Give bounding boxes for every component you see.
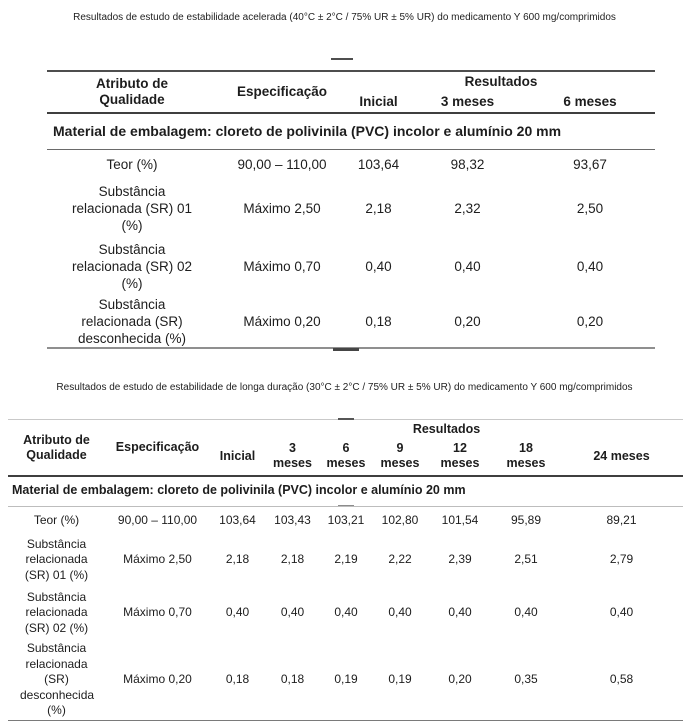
result-cell: 2,51 [514, 552, 538, 567]
artifact-dash [338, 418, 354, 420]
attribute-cell: Substância relacionada (SR) 02 (%) [24, 589, 89, 635]
result-cell: 0,40 [514, 605, 538, 620]
specification-cell: 90,00 – 110,00 [237, 157, 327, 173]
longterm-table-region [8, 419, 683, 721]
result-cell: 2,22 [388, 552, 412, 567]
result-cell: 0,40 [448, 605, 472, 620]
result-cell: 2,50 [576, 201, 604, 216]
table-row [8, 534, 683, 586]
specification-cell: Máximo 0,20 [123, 672, 192, 686]
study-title-accelerated: Resultados de estudo de estabilidade acelerada (40°C ± 2°C / 75% UR ± 5% UR) do medicamento Y 600 mg/comprimidos [73, 12, 616, 23]
col-header-specification: Especificação [105, 420, 210, 477]
result-cell: 103,21 [327, 512, 365, 527]
col-header-specification: Especificação [217, 71, 347, 113]
table-row [8, 506, 683, 534]
table-row [47, 296, 655, 348]
accelerated-table-region [47, 70, 655, 349]
result-cell: 93,67 [573, 157, 607, 173]
result-cell: 0,18 [365, 313, 392, 329]
specification-cell: Máximo 2,50 [123, 552, 192, 567]
result-cell: 89,21 [606, 512, 637, 527]
result-cell: 102,80 [381, 512, 419, 527]
result-cell: 0,19 [334, 672, 358, 686]
result-cell: 2,18 [280, 552, 305, 567]
study-title-longterm: Resultados de estudo de estabilidade de longa duração (30°C ± 2°C / 75% UR ± 5% UR) do medicamento Y 600 mg/comprimidos [56, 382, 633, 393]
result-cell: 103,64 [219, 512, 256, 527]
specification-cell: Máximo 2,50 [243, 201, 321, 216]
attribute-cell: Substância relacionada (SR) 02 (%) [71, 242, 193, 291]
packaging-material-text: Material de embalagem: cloreto de polivinila (PVC) incolor e alumínio 20 mm [12, 483, 466, 497]
specification-cell: Máximo 0,20 [243, 313, 321, 329]
table-row [8, 586, 683, 640]
result-cell: 0,40 [576, 259, 604, 274]
table-row [47, 150, 655, 180]
result-cell: 2,79 [609, 552, 634, 567]
packaging-material-row [8, 476, 683, 506]
attribute-cell: Substância relacionada (SR) 01 (%) [24, 536, 89, 582]
specification-cell: 90,00 – 110,00 [117, 512, 198, 527]
col-header-timepoint-inicial: Inicial [210, 439, 265, 476]
col-header-timepoint-24m: 24 meses [560, 439, 683, 476]
result-cell: 0,40 [280, 605, 305, 620]
result-cell: 0,40 [609, 605, 634, 620]
col-header-timepoint-6m: 6 meses [525, 92, 655, 113]
attribute-cell: Substância relacionada (SR) desconhecida (%) [77, 296, 187, 346]
specification-cell: Máximo 0,70 [243, 259, 321, 274]
result-cell: 0,18 [225, 672, 250, 686]
artifact-dash [338, 505, 354, 507]
attribute-cell: Substância relacionada (SR) 01 (%) [71, 184, 193, 233]
result-cell: 0,40 [388, 605, 412, 620]
result-cell: 0,18 [280, 672, 305, 686]
result-cell: 101,54 [441, 512, 479, 527]
attribute-cell: Substância relacionada (SR) desconhecida (%) [20, 641, 95, 717]
result-cell: 0,19 [388, 672, 412, 686]
table-row [47, 238, 655, 296]
packaging-material-row [47, 113, 655, 150]
result-cell: 0,20 [454, 313, 481, 329]
attribute-cell: Teor (%) [33, 512, 80, 527]
stability-table-longterm [8, 419, 683, 721]
result-cell: 2,18 [225, 552, 250, 567]
col-header-timepoint-6m: 6 meses [320, 439, 372, 476]
table-row [8, 640, 683, 720]
result-cell: 0,20 [448, 672, 472, 686]
result-cell: 0,40 [454, 259, 481, 274]
col-header-timepoint-inicial: Inicial [347, 92, 410, 113]
result-cell: 0,35 [514, 672, 538, 686]
result-cell: 2,18 [365, 201, 392, 216]
specification-cell: Máximo 0,70 [123, 605, 192, 620]
artifact-dash [331, 58, 353, 60]
result-cell: 103,43 [274, 512, 311, 527]
col-header-attribute: Atributo de Qualidade [47, 71, 217, 113]
col-header-timepoint-3m: 3 meses [265, 439, 320, 476]
result-cell: 2,19 [334, 552, 358, 567]
col-header-timepoint-3m: 3 meses [410, 92, 525, 113]
result-cell: 0,58 [609, 672, 634, 686]
col-header-timepoint-9m: 9 meses [372, 439, 428, 476]
table-row [47, 180, 655, 238]
col-header-results: Resultados [412, 422, 481, 436]
col-header-attribute: Atributo de Qualidade [8, 420, 105, 477]
result-cell: 0,20 [576, 313, 604, 329]
col-header-results: Resultados [464, 74, 538, 89]
result-cell: 98,32 [450, 157, 485, 173]
packaging-material-label: Material de embalagem: cloreto de polivinila (PVC) incolor e alumínio 20 mm [47, 113, 655, 150]
packaging-material-label [8, 476, 683, 506]
result-cell: 103,64 [357, 157, 400, 173]
col-header-timepoint-18m: 18 meses [492, 439, 560, 476]
result-cell: 2,39 [448, 552, 472, 567]
result-cell: 2,32 [454, 201, 481, 216]
result-cell: 0,40 [365, 259, 392, 274]
artifact-dash [333, 348, 359, 351]
stability-table-accelerated [47, 70, 655, 349]
result-cell: 0,40 [334, 605, 358, 620]
result-cell: 95,89 [510, 512, 542, 527]
result-cell: 0,40 [225, 605, 250, 620]
col-header-timepoint-12m: 12 meses [428, 439, 492, 476]
attribute-cell: Teor (%) [106, 157, 158, 173]
